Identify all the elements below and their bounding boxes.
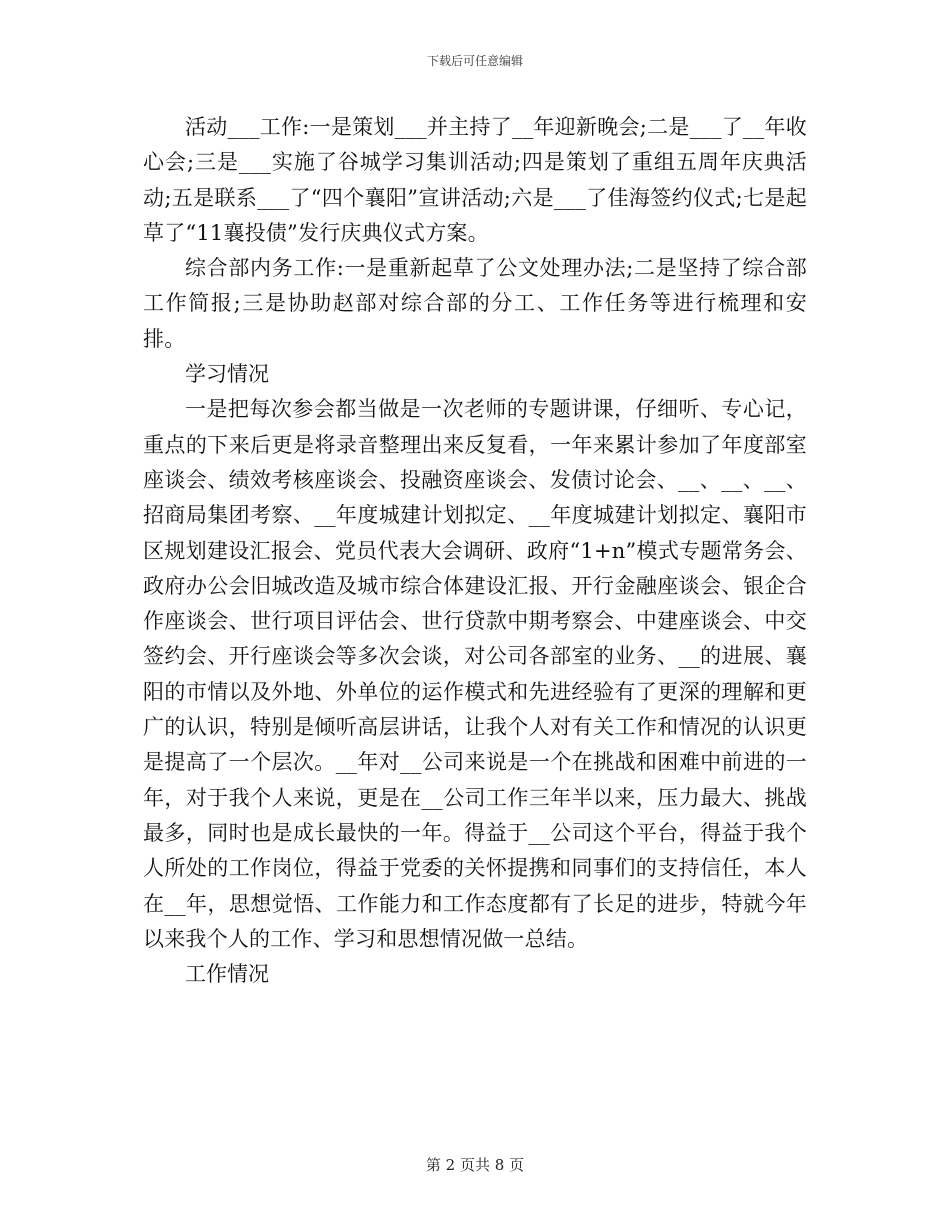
section-heading-study: 学习情况: [185, 362, 269, 387]
paragraph-activities: 活动___工作:一是策划___并主持了__年迎新晚会;二是___了__年收心会;三是___实施了谷城学习集训活动;四是策划了重组五周年庆典活动;五是联系___了“四个襄阳”宣讲活动;六是___了佳海签约仪式;七是起草了“11襄投债”发行庆典仪式方案。: [143, 115, 807, 245]
page-footer: 第 2 页共 8 页: [425, 1156, 525, 1174]
paragraph-study: 一是把每次参会都当做是一次老师的专题讲课，仔细听、专心记，重点的下来后更是将录音整理出来反复看，一年来累计参加了年度部室座谈会、绩效考核座谈会、投融资座谈会、发债讨论会、__、__、__、招商局集团考察、__年度城建计划拟定、__年度城建计划拟定、襄阳市区规划建设汇报会、党员代表大会调研、政府“1+n”模式专题常务会、政府办公会旧城改造及城市综合体建设汇报、开行金融座谈会、银企合作座谈会、世行项目评估会、世行贷款中期考察会、中建座谈会、中交签约会、开行座谈会等多次会谈，对公司各部室的业务、__的进展、襄阳的市情以及外地、外单位的运作模式和先进经验有了更深的理解和更广的认识，特别是倾听高层讲话，让我个人对有关工作和情况的认识更是提高了一个层次。__年对__公司来说是一个在挑战和困难中前进的一年，对于我个人来说，更是在__公司工作三年半以来，压力最大、挑战最多，同时也是成长最快的一年。得益于__公司这个平台，得益于我个人所处的工作岗位，得益于党委的关怀提携和同事们的支持信任，本人在__年，思想觉悟、工作能力和工作态度都有了长足的进步，特就今年以来我个人的工作、学习和思想情况做一总结。: [143, 397, 807, 951]
page-header: 下载后可任意编辑: [426, 54, 523, 68]
document-body: [143, 110, 807, 992]
paragraph-internal-affairs: 综合部内务工作:一是重新起草了公文处理办法;二是坚持了综合部工作简报;三是协助赵部对综合部的分工、工作任务等进行梳理和安排。: [143, 256, 807, 351]
section-heading-work: 工作情况: [185, 962, 269, 987]
